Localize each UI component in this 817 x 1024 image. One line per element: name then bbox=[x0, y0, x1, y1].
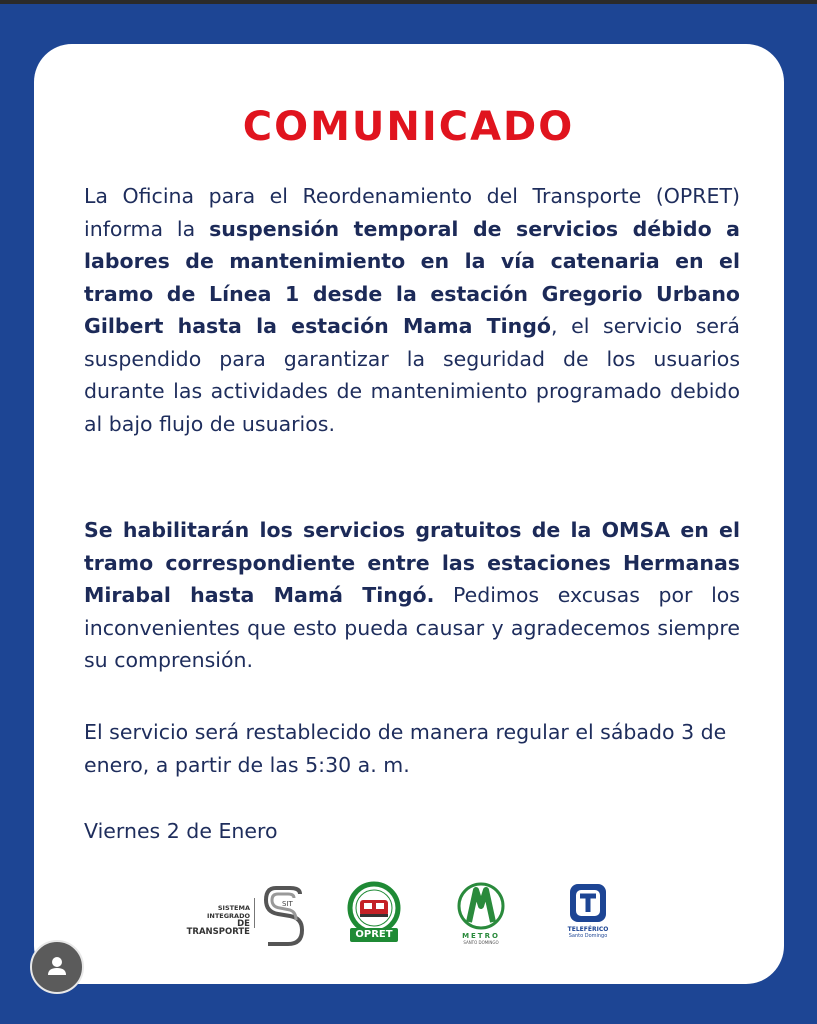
sit-s-icon bbox=[260, 884, 308, 948]
opret-logo-icon bbox=[338, 880, 410, 950]
paragraph-2 bbox=[84, 514, 740, 677]
teleferico-emblem-icon bbox=[560, 880, 616, 926]
metro-label: METRO bbox=[462, 932, 500, 940]
logo-strip bbox=[0, 880, 817, 950]
paragraph-3: El servicio será restablecido de manera regular el sábado 3 de enero, a partir de las 5:30 a. m. bbox=[84, 720, 727, 777]
paragraph-2-bold: Se habilitarán los servicios gratuitos de la OMSA en el tramo correspondiente entre las estaciones Hermanas Mirabal hasta Mamá Tingó. bbox=[84, 518, 740, 607]
page-title: COMUNICADO bbox=[242, 104, 575, 150]
person-icon bbox=[32, 942, 82, 992]
teleferico-logo-icon bbox=[560, 880, 620, 950]
teleferico-sublabel: Santo Domingo bbox=[568, 933, 608, 939]
svg-text:SIT: SIT bbox=[282, 900, 293, 908]
paragraph-1-intro: La Oficina para el Reordenamiento del Transporte (OPRET) informa la bbox=[84, 184, 740, 241]
divider bbox=[254, 898, 255, 928]
metro-sublabel: SANTO DOMINGO bbox=[463, 940, 499, 945]
paragraph-2-rest: Pedimos excusas por los inconvenientes que esto pueda causar y agradecemos siempre su comprensión. bbox=[84, 583, 740, 672]
top-status-bar bbox=[0, 0, 817, 4]
sit-line1: SISTEMA INTEGRADO bbox=[206, 904, 250, 920]
metro-logo-icon bbox=[456, 880, 512, 950]
metro-emblem-icon bbox=[456, 880, 506, 932]
teleferico-label: TELEFÉRICO bbox=[567, 926, 609, 933]
date-line: Viernes 2 de Enero bbox=[84, 819, 278, 843]
opret-emblem-icon bbox=[338, 880, 410, 932]
paragraph-1 bbox=[84, 180, 740, 440]
sit-logo-icon bbox=[184, 880, 314, 950]
paragraph-1-rest: , el servicio será suspendido para garantizar la seguridad de los usuarios durante las actividades de mantenimiento programado debido al bajo flujo de usuarios. bbox=[84, 314, 740, 436]
user-avatar-icon[interactable] bbox=[30, 940, 84, 994]
sit-line2: DE TRANSPORTE bbox=[186, 919, 250, 937]
opret-label: OPRET bbox=[350, 928, 398, 942]
paragraph-1-bold: suspensión temporal de servicios débido a labores de mantenimiento en la vía catenaria en el tramo de Línea 1 desde la estación Gregorio Urbano Gilbert hasta la estación Mama Tingó bbox=[84, 216, 740, 338]
